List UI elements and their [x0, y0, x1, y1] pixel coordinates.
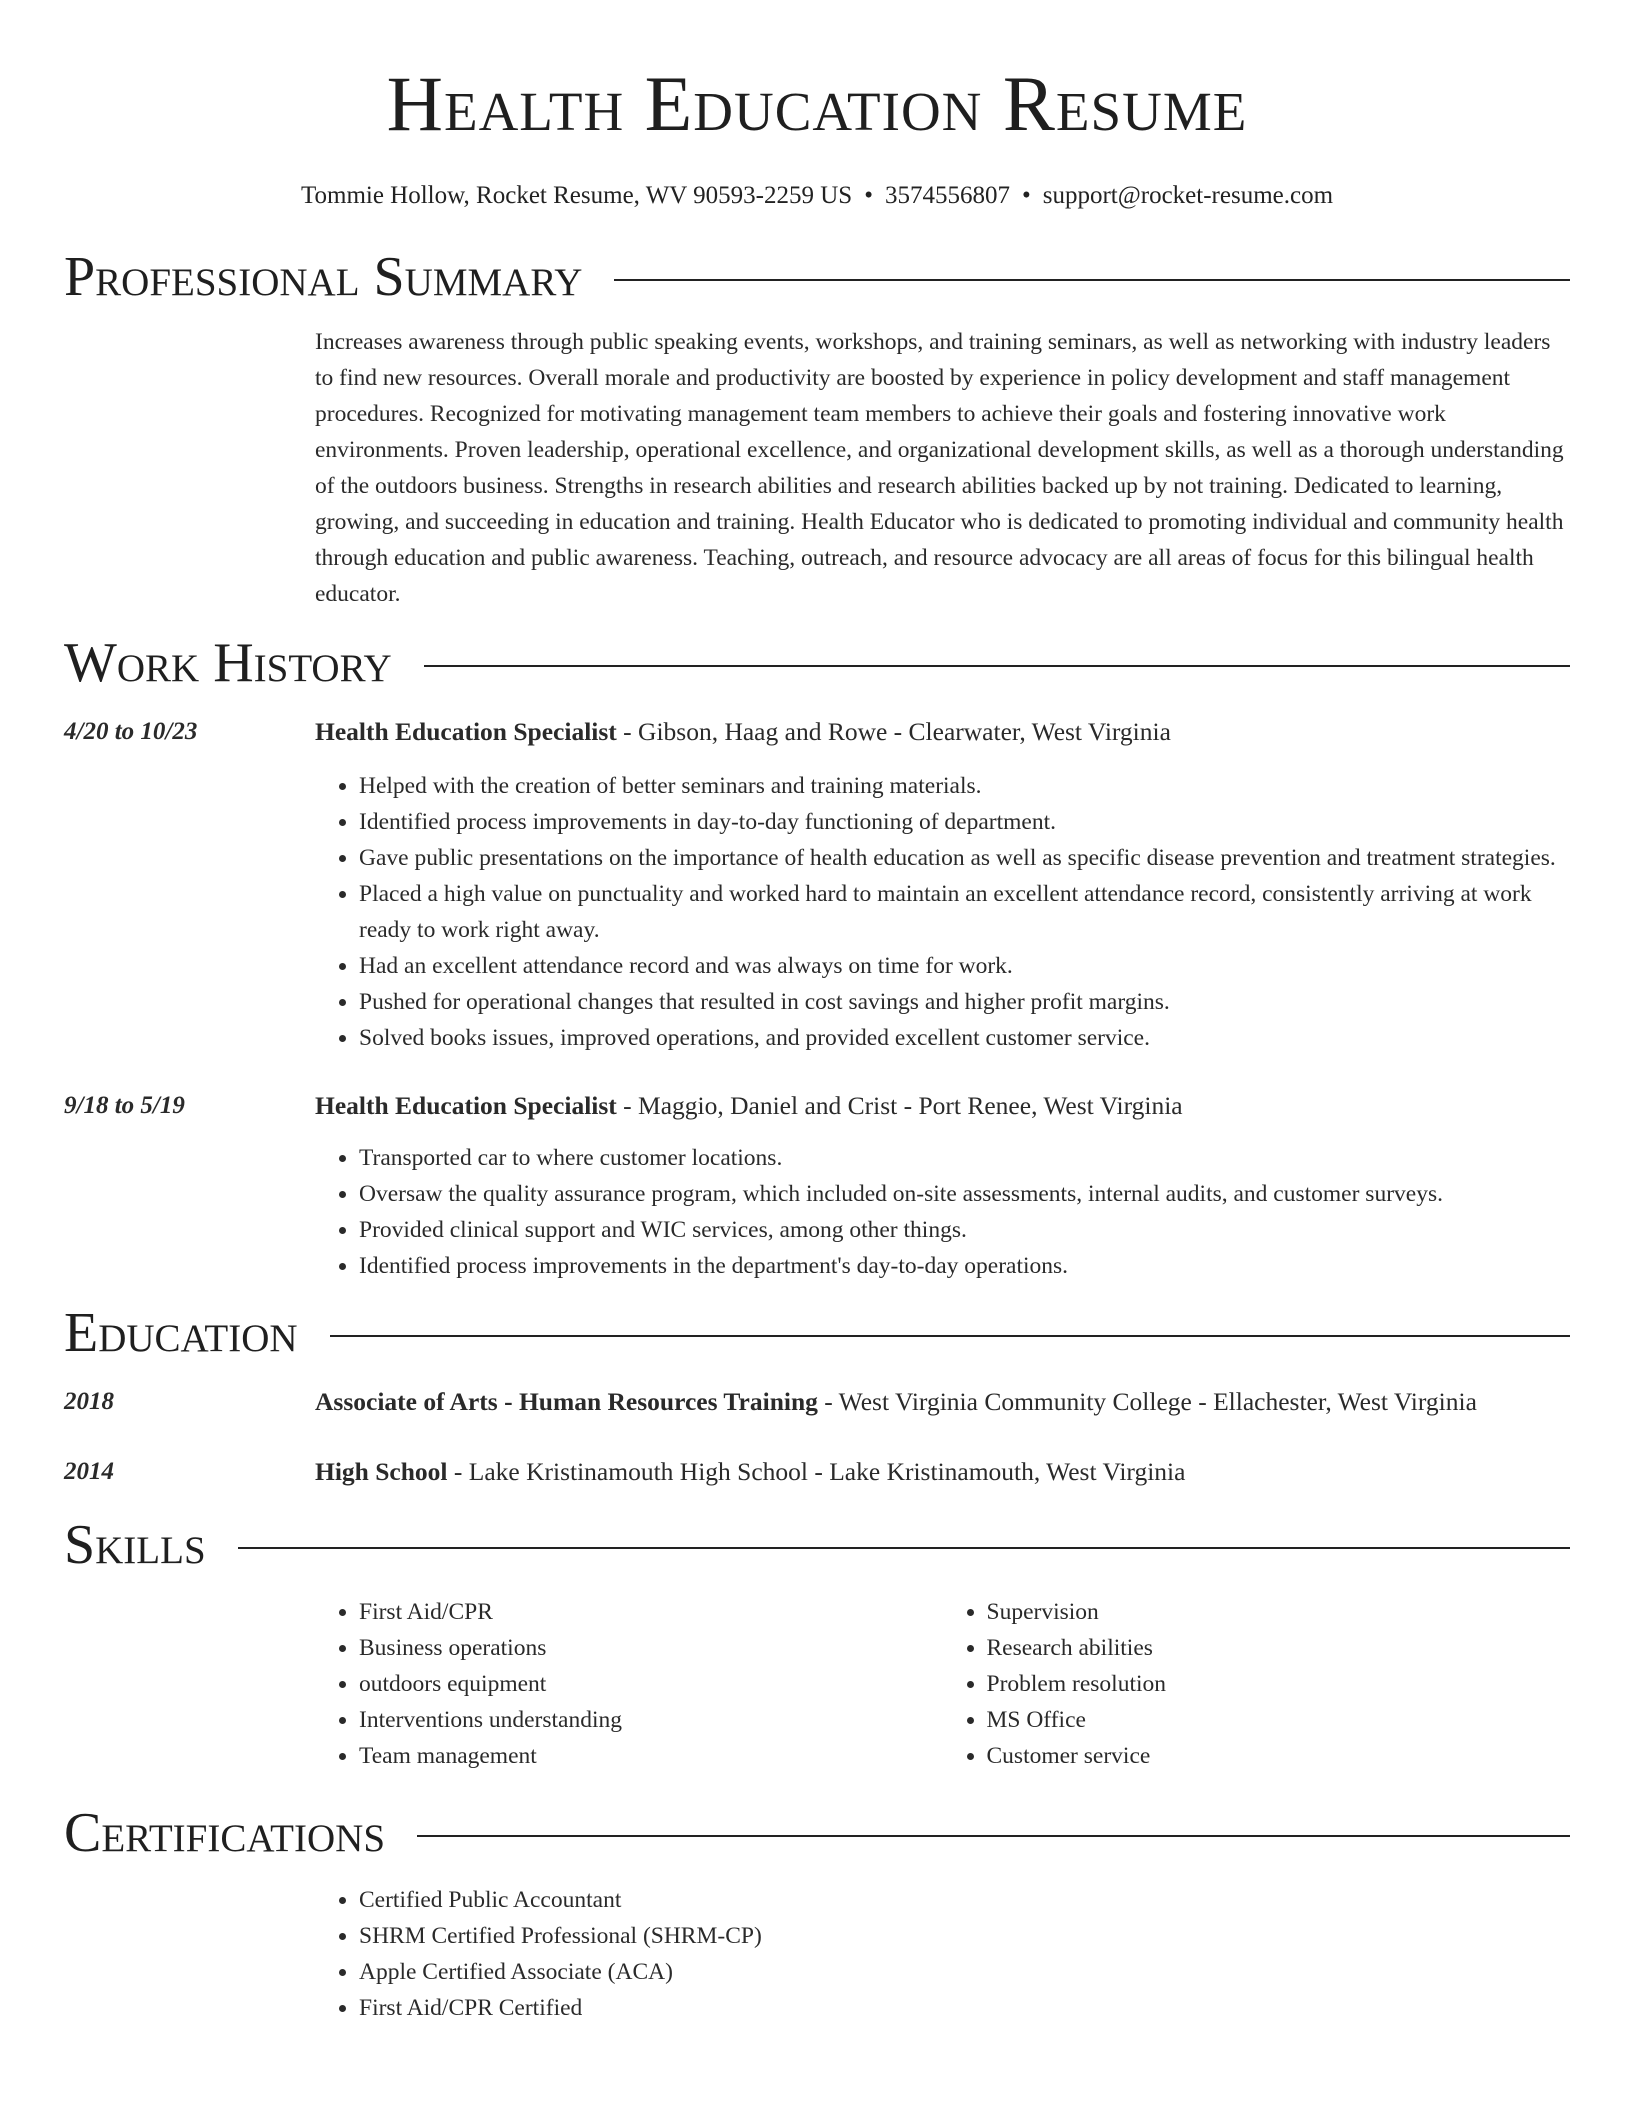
- section-header-skills: [64, 1512, 1570, 1578]
- education-year: 2018: [64, 1388, 114, 1415]
- job-dates: 9/18 to 5/19: [64, 1092, 185, 1119]
- list-item: • Helped with the creation of better seminars and training materials.: [359, 768, 1570, 804]
- contact-line: [64, 180, 1570, 212]
- section-title-education: Education: [64, 1302, 298, 1364]
- education-details: - West Virginia Community College - Ellachester, West Virginia: [817, 1387, 1477, 1416]
- section-header-work: [64, 630, 1570, 696]
- summary-block: [315, 324, 1570, 612]
- education-entry: [64, 1384, 1570, 1420]
- list-item: • outdoors equipment: [359, 1666, 943, 1702]
- job-bullets: [315, 1140, 1570, 1284]
- list-item: • Had an excellent attendance record and was always on time for work.: [359, 948, 1570, 984]
- list-item: • Gave public presentations on the importance of health education as well as specific disease prevention and treatment strategies.: [359, 840, 1570, 876]
- section-divider: [614, 279, 1570, 281]
- contact-email: support@rocket-resume.com: [1042, 182, 1334, 209]
- education-degree: Associate of Arts - Human Resources Training: [315, 1387, 818, 1416]
- section-title-summary: Professional Summary: [64, 246, 583, 308]
- list-item: • Business operations: [359, 1630, 943, 1666]
- list-item: • Solved books issues, improved operations, and provided excellent customer service.: [359, 1020, 1570, 1056]
- education-details: - Lake Kristinamouth High School - Lake Kristinamouth, West Virginia: [447, 1457, 1186, 1486]
- resume-page: [64, 0, 1570, 2026]
- list-item: • Provided clinical support and WIC services, among other things.: [359, 1212, 1570, 1248]
- contact-address: Tommie Hollow, Rocket Resume, WV 90593-2259 US: [300, 182, 853, 209]
- job-role: Health Education Specialist: [315, 717, 617, 746]
- contact-separator: •: [1021, 182, 1031, 209]
- job-dates: 4/20 to 10/23: [64, 718, 198, 745]
- summary-text: Increases awareness through public speaking events, workshops, and training seminars, as well as networking with industry leaders to find new resources. Overall morale and productivity are boosted by experience in policy development and staff management procedures. Recognized for motivating management team members to achieve their goals and fostering innovative work environments. Proven leadership, operational excellence, and organizational development skills, as well as a thorough understanding of the outdoors business. Strengths in research abilities and research abilities backed up by not training. Dedicated to learning, growing, and succeeding in education and training. Health Educator who is dedicated to promoting individual and community health through education and public awareness. Teaching, outreach, and resource advocacy are all areas of focus for this bilingual health educator.: [315, 329, 1564, 607]
- education-entry: [64, 1454, 1570, 1490]
- section-title-skills: Skills: [64, 1514, 206, 1576]
- job-bullets: [315, 768, 1570, 1056]
- section-divider: [417, 1835, 1570, 1837]
- section-header-certifications: [64, 1800, 1570, 1866]
- resume-title: Health Education Resume: [386, 60, 1248, 147]
- section-title-certifications: Certifications: [64, 1802, 386, 1864]
- list-item: • Pushed for operational changes that resulted in cost savings and higher profit margins.: [359, 984, 1570, 1020]
- skills-block: [315, 1594, 1570, 1774]
- list-item: • Identified process improvements in the department's day-to-day operations.: [359, 1248, 1570, 1284]
- certifications-block: [315, 1882, 1570, 2026]
- education-year: 2014: [64, 1458, 114, 1485]
- section-title-work: Work History: [64, 632, 392, 694]
- section-header-summary: [64, 244, 1570, 310]
- list-item: • Supervision: [987, 1594, 1571, 1630]
- list-item: • Apple Certified Associate (ACA): [359, 1954, 1570, 1990]
- section-divider: [424, 665, 1570, 667]
- skills-list-left: [315, 1594, 943, 1774]
- section-divider: [330, 1335, 1570, 1337]
- list-item: • First Aid/CPR Certified: [359, 1990, 1570, 2026]
- job-heading: [315, 1088, 1570, 1124]
- list-item: • Interventions understanding: [359, 1702, 943, 1738]
- list-item: • SHRM Certified Professional (SHRM-CP): [359, 1918, 1570, 1954]
- list-item: • Team management: [359, 1738, 943, 1774]
- list-item: • Problem resolution: [987, 1666, 1571, 1702]
- list-item: • Transported car to where customer locations.: [359, 1140, 1570, 1176]
- list-item: • Identified process improvements in day-to-day functioning of department.: [359, 804, 1570, 840]
- section-header-education: [64, 1300, 1570, 1366]
- list-item: • First Aid/CPR: [359, 1594, 943, 1630]
- education-degree: High School: [315, 1457, 448, 1486]
- job-entry: [64, 1088, 1570, 1284]
- list-item: • Research abilities: [987, 1630, 1571, 1666]
- job-entry: [64, 714, 1570, 1056]
- skills-list-right: [943, 1594, 1571, 1774]
- list-item: • Certified Public Accountant: [359, 1882, 1570, 1918]
- section-divider: [238, 1547, 1570, 1549]
- list-item: • MS Office: [987, 1702, 1571, 1738]
- job-heading: [315, 714, 1570, 750]
- job-details: - Maggio, Daniel and Crist - Port Renee, West Virginia: [616, 1091, 1183, 1120]
- job-details: - Gibson, Haag and Rowe - Clearwater, West Virginia: [616, 717, 1171, 746]
- list-item: • Placed a high value on punctuality and worked hard to maintain an excellent attendance record, consistently arriving at work ready to work right away.: [359, 876, 1570, 948]
- education-heading: [315, 1454, 1570, 1490]
- education-heading: [315, 1384, 1570, 1420]
- job-role: Health Education Specialist: [315, 1091, 617, 1120]
- contact-separator: •: [864, 182, 873, 209]
- list-item: • Customer service: [987, 1738, 1571, 1774]
- list-item: • Oversaw the quality assurance program, which included on-site assessments, internal audits, and customer surveys.: [359, 1176, 1570, 1212]
- contact-phone: 3574556807: [884, 182, 1010, 209]
